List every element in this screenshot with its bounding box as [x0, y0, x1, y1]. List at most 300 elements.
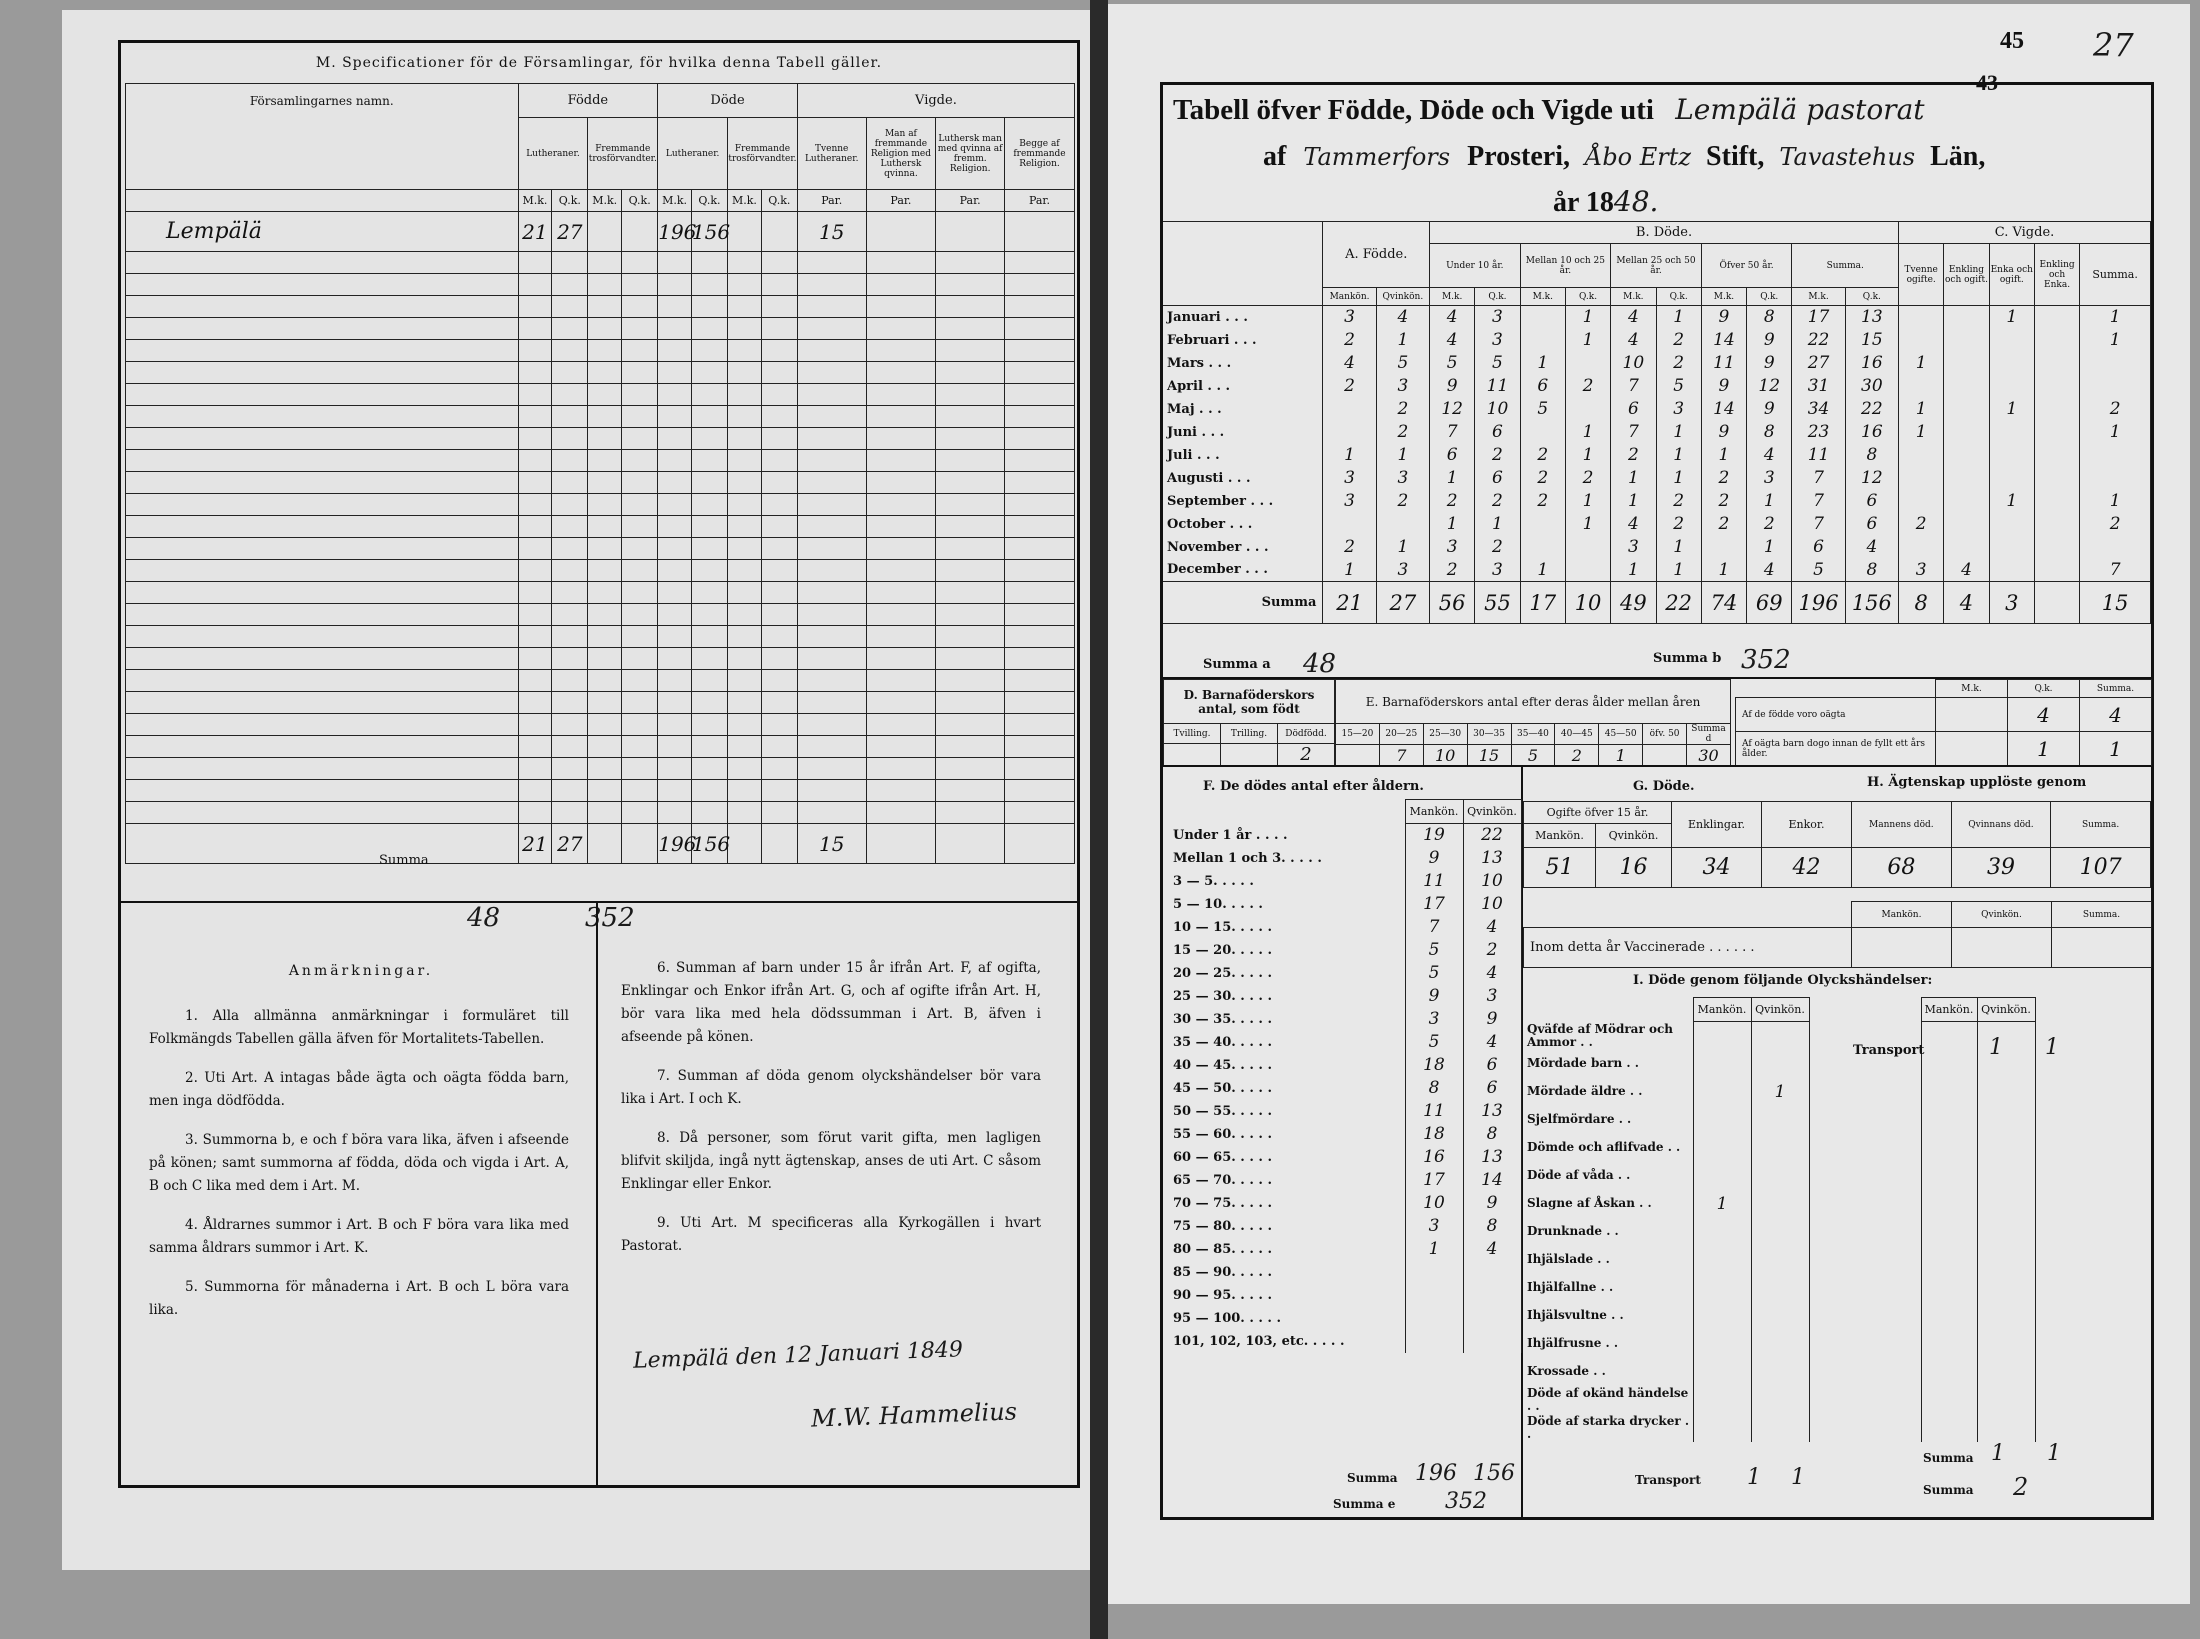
- i-summa-label-2: Summa: [1923, 1483, 1974, 1497]
- i-row: [1523, 1218, 2151, 1246]
- cell: [622, 450, 658, 472]
- cell: [658, 516, 692, 538]
- cell: [797, 340, 866, 362]
- month-cell: 2: [1611, 444, 1656, 467]
- i-spacer: [1809, 1078, 1921, 1106]
- f-row: [1163, 1330, 1521, 1353]
- month-cell: 7: [1792, 490, 1845, 513]
- cell: [936, 692, 1005, 714]
- f-age: 40 — 45. . . . .: [1173, 1057, 1272, 1073]
- month-cell: 1: [1656, 467, 1701, 490]
- left-page: [62, 10, 1090, 1570]
- cell: [552, 472, 588, 494]
- i-row: [1523, 1106, 2151, 1134]
- month-cell: [1989, 329, 2034, 352]
- cell: [518, 428, 552, 450]
- i-q: [1751, 1218, 1809, 1246]
- i-m: [1693, 1022, 1751, 1050]
- cell: [518, 384, 552, 406]
- f-summa-m: 196: [1415, 1461, 1457, 1486]
- title-stift: Stift,: [1706, 141, 1765, 172]
- f-row: [1163, 1077, 1521, 1100]
- month-cell: 1: [1656, 444, 1701, 467]
- month-cell: 4: [1376, 306, 1429, 329]
- cell: [126, 736, 519, 758]
- month-cell: 2: [2080, 398, 2151, 421]
- cell: [761, 780, 797, 802]
- month-row: [1163, 375, 2151, 398]
- cell: [658, 714, 692, 736]
- f-m: 17: [1405, 1169, 1463, 1192]
- group-vigde: Vigde.: [797, 84, 1074, 118]
- summa-cell: 21: [1323, 582, 1376, 624]
- cell: [1004, 212, 1074, 252]
- cell: [126, 384, 519, 406]
- i-m2: [1921, 1302, 1977, 1330]
- table-row: [126, 252, 1075, 274]
- cell: [1004, 472, 1074, 494]
- cell: [658, 362, 692, 384]
- d-col: Dödfödd.: [1278, 724, 1335, 744]
- month-cell: 2: [1747, 513, 1792, 536]
- month-cell: 1: [1565, 421, 1610, 444]
- month-label: November . . .: [1163, 536, 1323, 559]
- h-col: Summa.: [2051, 802, 2151, 848]
- cell: [866, 538, 936, 560]
- i-q2: [1977, 1050, 2035, 1078]
- cell: [761, 714, 797, 736]
- f-summa-label: Summa: [1347, 1471, 1398, 1485]
- cell: [518, 692, 552, 714]
- cell: [552, 538, 588, 560]
- cell: [797, 758, 866, 780]
- month-cell: 2: [1376, 398, 1429, 421]
- month-cell: 7: [1792, 513, 1845, 536]
- month-cell: 7: [1792, 467, 1845, 490]
- summa-cell: [2034, 582, 2079, 624]
- summa-row: [1163, 582, 2151, 624]
- summa-cell: 4: [1944, 582, 1989, 624]
- month-cell: [2080, 536, 2151, 559]
- group-fodde: Födde: [518, 84, 658, 118]
- summa-a-label: Summa a: [1203, 657, 1271, 672]
- cell: [728, 802, 762, 824]
- cell: [126, 318, 519, 340]
- h-val: 39: [1951, 848, 2051, 888]
- oagta-head: M.k.: [1936, 680, 2008, 698]
- i-q: [1751, 1106, 1809, 1134]
- month-cell: 2: [1376, 421, 1429, 444]
- i-label: Sjelfmördare . .: [1527, 1112, 1632, 1126]
- i-label: Ihjälfallne . .: [1527, 1280, 1614, 1294]
- month-row: [1163, 467, 2151, 490]
- section-d-head: D. Barnaföderskors antal, som födt: [1164, 680, 1335, 724]
- summa-cell: [866, 824, 936, 864]
- section-d-table: [1163, 679, 1335, 766]
- e-val: 10: [1423, 745, 1467, 767]
- month-cell: 16: [1845, 352, 1898, 375]
- f-m: 9: [1405, 847, 1463, 870]
- f-q: 10: [1463, 893, 1521, 916]
- section-a-head: A. Födde.: [1323, 222, 1430, 288]
- month-cell: 27: [1792, 352, 1845, 375]
- i-blank: [2035, 1414, 2151, 1442]
- cell: [936, 758, 1005, 780]
- cell: [1004, 494, 1074, 516]
- cell: [588, 252, 622, 274]
- cell: [658, 670, 692, 692]
- month-cell: 3: [1656, 398, 1701, 421]
- f-q: 13: [1463, 1146, 1521, 1169]
- title-line-3: [1553, 185, 1658, 219]
- cell: [761, 758, 797, 780]
- f-age: 5 — 10. . . . .: [1173, 896, 1263, 912]
- month-row: [1163, 559, 2151, 582]
- f-m: 5: [1405, 1031, 1463, 1054]
- month-cell: [1989, 559, 2034, 582]
- cell: [866, 758, 936, 780]
- cell: [622, 714, 658, 736]
- cell: [866, 604, 936, 626]
- cell: [552, 406, 588, 428]
- month-cell: 2: [1376, 490, 1429, 513]
- b-age-head: Summa.: [1792, 244, 1899, 288]
- h-val: 107: [2051, 848, 2151, 888]
- vacc-spacer: [1524, 902, 1852, 928]
- cell: [658, 450, 692, 472]
- total-fodde: 48: [467, 903, 501, 933]
- i-q2: [1977, 1358, 2035, 1386]
- cell: [936, 494, 1005, 516]
- cell: [552, 384, 588, 406]
- month-cell: 9: [1701, 306, 1746, 329]
- f-q: 4: [1463, 916, 1521, 939]
- c-col-head: Tvenne ogifte.: [1899, 244, 1944, 306]
- b-age-head: Mellan 25 och 50 år.: [1611, 244, 1702, 288]
- f-m: [1405, 1261, 1463, 1284]
- i-row: [1523, 1386, 2151, 1414]
- cell: [588, 274, 622, 296]
- cell: [691, 670, 727, 692]
- summa-cell: 55: [1475, 582, 1520, 624]
- i-spacer3: [2035, 998, 2151, 1022]
- f-age: 25 — 30. . . . .: [1173, 988, 1272, 1004]
- i-q: [1751, 1162, 1809, 1190]
- month-cell: [1565, 559, 1610, 582]
- f-age: 85 — 90. . . . .: [1173, 1264, 1272, 1280]
- oagta-row: [1736, 732, 2152, 766]
- month-cell: 1: [1565, 444, 1610, 467]
- i-q: [1751, 1358, 1809, 1386]
- f-m: [1405, 1307, 1463, 1330]
- i-row: [1523, 1162, 2151, 1190]
- month-cell: [1989, 375, 2034, 398]
- cell: [728, 362, 762, 384]
- cell: [518, 296, 552, 318]
- month-cell: 1: [1565, 329, 1610, 352]
- cell: [691, 494, 727, 516]
- cell: [936, 340, 1005, 362]
- cell: [658, 384, 692, 406]
- cell: [126, 560, 519, 582]
- month-cell: 6: [1845, 513, 1898, 536]
- cell: [936, 736, 1005, 758]
- summa-cell: 69: [1747, 582, 1792, 624]
- month-cell: 11: [1701, 352, 1746, 375]
- f-m: [1405, 1284, 1463, 1307]
- h-val: 68: [1852, 848, 1952, 888]
- month-cell: 3: [1475, 306, 1520, 329]
- section-h-head: H. Ägtenskap upplöste genom: [1867, 775, 2087, 790]
- cell: [622, 428, 658, 450]
- cell: [936, 274, 1005, 296]
- month-cell: 2: [1520, 467, 1565, 490]
- oagta-val: 4: [2008, 698, 2080, 732]
- month-cell: 1: [1701, 559, 1746, 582]
- cell: [518, 362, 552, 384]
- month-cell: [1323, 513, 1376, 536]
- i-label: Qväfde af Mödrar och Ammor . .: [1527, 1021, 1673, 1049]
- table-row: [126, 692, 1075, 714]
- section-g-head: G. Döde.: [1633, 779, 1695, 794]
- transport-q-bottom: 1: [1791, 1465, 1805, 1490]
- cell: [588, 736, 622, 758]
- b-qk: Q.k.: [1845, 288, 1898, 306]
- cell: [622, 494, 658, 516]
- cell: [1004, 670, 1074, 692]
- e-col: öfv. 50: [1643, 724, 1687, 745]
- summa-cell: 15: [797, 824, 866, 864]
- b-mk: M.k.: [1701, 288, 1746, 306]
- summa-row: [126, 824, 1075, 864]
- summa-cell: 196: [658, 824, 692, 864]
- month-cell: 9: [1701, 421, 1746, 444]
- month-cell: 9: [1701, 375, 1746, 398]
- vacc-col: Summa.: [2052, 902, 2152, 928]
- f-row: [1163, 1100, 1521, 1123]
- cell: 15: [797, 212, 866, 252]
- oagta-val: 4: [2080, 698, 2152, 732]
- i-label: Döde af starka drycker . .: [1527, 1413, 1690, 1441]
- group-dode: Döde: [658, 84, 798, 118]
- month-cell: 6: [1611, 398, 1656, 421]
- e-val: [1336, 745, 1380, 767]
- cell: [1004, 252, 1074, 274]
- month-cell: 6: [1475, 467, 1520, 490]
- m-subhead: Fremmande trosförvandter.: [588, 118, 658, 190]
- summa-cell: 156: [691, 824, 727, 864]
- month-cell: 1: [1520, 559, 1565, 582]
- cell: [658, 802, 692, 824]
- note-item: 3. Summorna b, e och f böra vara lika, äfven i afseende på könen; samt summorna af födda, döda och vigda i Art. A, B och C lika med dem i Art. M.: [149, 1132, 569, 1194]
- cell: [658, 692, 692, 714]
- summa-cell: [761, 824, 797, 864]
- cell: [866, 428, 936, 450]
- month-cell: [1520, 306, 1565, 329]
- f-row: [1163, 1054, 1521, 1077]
- cell: [691, 692, 727, 714]
- cell: [761, 428, 797, 450]
- title-line-1: [1173, 93, 1925, 127]
- f-q: 9: [1463, 1008, 1521, 1031]
- i-row: [1523, 1190, 2151, 1218]
- table-row: [126, 450, 1075, 472]
- cell: [658, 758, 692, 780]
- vacc-label: Inom detta år Vaccinerade . . . . . .: [1524, 928, 1852, 968]
- month-cell: [1520, 513, 1565, 536]
- month-cell: 1: [1611, 467, 1656, 490]
- i-spacer: [1809, 1106, 1921, 1134]
- month-cell: 1: [1611, 559, 1656, 582]
- cell: [936, 318, 1005, 340]
- month-cell: 5: [1475, 352, 1520, 375]
- summa-cell: 27: [1376, 582, 1429, 624]
- f-row: [1163, 1008, 1521, 1031]
- cell: [691, 318, 727, 340]
- notes-divider: [121, 901, 1077, 903]
- i-q: [1751, 1386, 1809, 1414]
- cell: [588, 362, 622, 384]
- month-cell: 1: [1376, 536, 1429, 559]
- cell: [552, 318, 588, 340]
- month-cell: [1565, 536, 1610, 559]
- f-m: 3: [1405, 1215, 1463, 1238]
- month-cell: [1565, 352, 1610, 375]
- title-pastorat: Lempälä pastorat: [1675, 93, 1925, 126]
- cell: [518, 516, 552, 538]
- cell: [622, 252, 658, 274]
- oagta-val: 1: [2008, 732, 2080, 766]
- cell: [728, 406, 762, 428]
- f-age: 60 — 65. . . . .: [1173, 1149, 1272, 1165]
- month-cell: 2: [1323, 329, 1376, 352]
- i-q: [1751, 1246, 1809, 1274]
- month-cell: [1944, 352, 1989, 375]
- cell: [761, 494, 797, 516]
- section-g-table: [1523, 801, 1852, 888]
- table-row: [126, 758, 1075, 780]
- cell: [728, 516, 762, 538]
- month-cell: 1: [1323, 444, 1376, 467]
- m-unit: Par.: [1004, 190, 1074, 212]
- cell: [1004, 582, 1074, 604]
- cell: [588, 472, 622, 494]
- oagta-head: Q.k.: [2008, 680, 2080, 698]
- month-cell: 2: [1701, 467, 1746, 490]
- month-cell: 17: [1792, 306, 1845, 329]
- cell: [1004, 406, 1074, 428]
- month-cell: [2034, 306, 2079, 329]
- i-m2: [1921, 1050, 1977, 1078]
- month-cell: 2: [1520, 444, 1565, 467]
- table-row: [126, 802, 1075, 824]
- cell: [126, 450, 519, 472]
- i-label: Krossade . .: [1527, 1364, 1606, 1378]
- month-cell: 1: [1656, 559, 1701, 582]
- cell: [936, 212, 1005, 252]
- f-age: 30 — 35. . . . .: [1173, 1011, 1272, 1027]
- cell: [936, 802, 1005, 824]
- cell: [936, 406, 1005, 428]
- f-age: 80 — 85. . . . .: [1173, 1241, 1272, 1257]
- cell: [936, 560, 1005, 582]
- f-m: [1405, 1330, 1463, 1353]
- month-cell: [1989, 536, 2034, 559]
- cell: [728, 736, 762, 758]
- i-row: [1523, 1246, 2151, 1274]
- f-age: Mellan 1 och 3. . . . .: [1173, 850, 1322, 866]
- i-blank: [2035, 1386, 2151, 1414]
- cell: [126, 406, 519, 428]
- month-cell: 1: [1701, 444, 1746, 467]
- cell: [936, 384, 1005, 406]
- section-e-head: E. Barnaföderskors antal efter deras ålder mellan åren: [1336, 680, 1731, 724]
- table-row: [126, 582, 1075, 604]
- f-q: 4: [1463, 1031, 1521, 1054]
- f-qvinkon-head: Qvinkön.: [1463, 800, 1521, 824]
- cell: [1004, 604, 1074, 626]
- table-row: [126, 538, 1075, 560]
- cell: [126, 252, 519, 274]
- cell: [126, 780, 519, 802]
- i-q: [1751, 1134, 1809, 1162]
- i-q2: [1977, 1078, 2035, 1106]
- i-row: [1523, 1414, 2151, 1442]
- month-cell: [1323, 398, 1376, 421]
- i-spacer: [1809, 1358, 1921, 1386]
- cell: [1004, 626, 1074, 648]
- month-row: [1163, 513, 2151, 536]
- i-q: [1751, 1330, 1809, 1358]
- parish-name: Lempälä: [126, 212, 519, 252]
- cell: [518, 780, 552, 802]
- cell: [552, 428, 588, 450]
- cell: [622, 692, 658, 714]
- month-cell: [1989, 352, 2034, 375]
- title-lan-name: Tavastehus: [1779, 143, 1916, 171]
- cell: [797, 736, 866, 758]
- cell: [866, 692, 936, 714]
- e-col: 20—25: [1379, 724, 1423, 745]
- f-row: [1163, 1169, 1521, 1192]
- cell: [518, 802, 552, 824]
- cell: [622, 538, 658, 560]
- month-label: October . . .: [1163, 513, 1323, 536]
- cell: [1004, 802, 1074, 824]
- summa-cell: 56: [1430, 582, 1475, 624]
- month-cell: 5: [1430, 352, 1475, 375]
- month-cell: [2080, 444, 2151, 467]
- i-row: [1523, 1302, 2151, 1330]
- month-row: [1163, 444, 2151, 467]
- oagta-val: [1936, 698, 2008, 732]
- notes-column-divider: [596, 903, 598, 1487]
- month-label: Februari . . .: [1163, 329, 1323, 352]
- i-m: 1: [1693, 1190, 1751, 1218]
- month-col-head: [1163, 222, 1323, 306]
- specification-table: [125, 83, 1075, 864]
- e-val: 15: [1467, 745, 1511, 767]
- title-year: år 18: [1553, 187, 1614, 218]
- i-spacer2: [1809, 998, 1921, 1022]
- cell: [622, 384, 658, 406]
- month-label: Maj . . .: [1163, 398, 1323, 421]
- i-spacer: [1809, 1162, 1921, 1190]
- cell: [797, 670, 866, 692]
- month-cell: [2034, 444, 2079, 467]
- f-row: [1163, 1146, 1521, 1169]
- cell: [936, 780, 1005, 802]
